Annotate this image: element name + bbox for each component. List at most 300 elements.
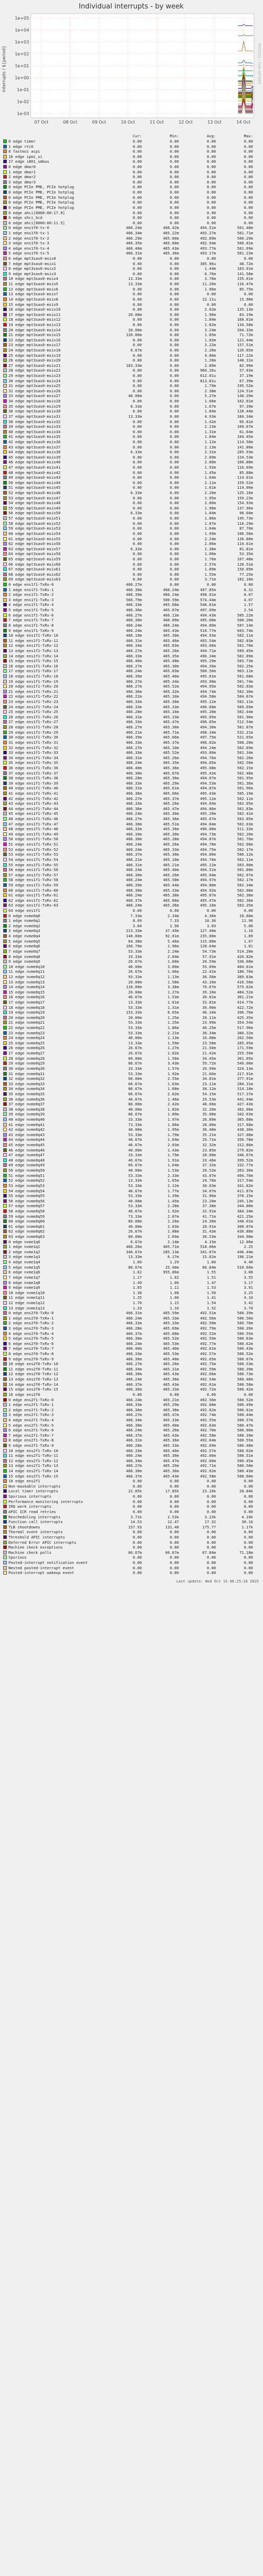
series-avg: 1.61m xyxy=(204,485,216,490)
series-name: 42 edge ens1f1-TxRx-42 xyxy=(8,796,58,801)
series-cur: 466.27m xyxy=(126,1463,142,1469)
legend-row xyxy=(3,613,261,618)
series-name: 8 edge nvme1q8 xyxy=(8,1280,40,1285)
series-min: 465.26m xyxy=(163,755,179,760)
series-min: 1.53m xyxy=(167,995,179,1000)
series-cur: 1.38 xyxy=(132,1290,142,1295)
legend-swatch xyxy=(3,160,7,163)
legend-row xyxy=(3,292,261,297)
series-max: 501.48m xyxy=(237,225,253,231)
series-name: 62 edge nvme0q62 xyxy=(8,1229,45,1234)
series-name: 2 edge ens1f1-TxRx-2 xyxy=(8,592,54,597)
series-cur: 1.49 xyxy=(132,1280,142,1285)
series-cur: 466.24m xyxy=(126,842,142,847)
legend-swatch xyxy=(3,786,7,790)
series-avg: 0.00 xyxy=(206,139,216,144)
series-max: 317.54m xyxy=(237,1178,253,1183)
legend-row xyxy=(3,1367,261,1372)
legend-swatch xyxy=(3,1469,7,1473)
legend-row xyxy=(3,1010,261,1015)
series-avg: 36.34m xyxy=(202,1030,216,1035)
series-avg: 1.66m xyxy=(204,399,216,404)
series-name: 26 edge ens1f1-TxRx-26 xyxy=(8,714,58,719)
series-cur: 46.67m xyxy=(128,1137,142,1142)
series-cur: 466.28m xyxy=(126,1325,142,1331)
legend-swatch xyxy=(3,206,7,209)
legend-row xyxy=(3,954,261,960)
legend-row xyxy=(3,389,261,394)
series-cur: 0.00 xyxy=(132,164,142,170)
series-max: 140.39m xyxy=(237,393,253,399)
legend-swatch xyxy=(3,165,7,169)
series-avg: 55.09m xyxy=(202,964,216,969)
series-avg: 23.85m xyxy=(202,1147,216,1153)
series-avg: 492.72m xyxy=(200,1387,216,1392)
series-cur: 466.37m xyxy=(126,852,142,857)
series-cur: 466.36m xyxy=(126,608,142,613)
series-min: 1.53m xyxy=(167,1168,179,1173)
legend-swatch xyxy=(3,639,7,643)
legend-swatch xyxy=(3,1245,7,1249)
legend-swatch xyxy=(3,1051,7,1055)
series-name: 2 edge ens2f1-TxRx-2 xyxy=(8,1407,54,1412)
series-name: 1 edge ens2f0-TxRx-1 xyxy=(8,1315,54,1321)
series-min: 465.38m xyxy=(163,893,179,898)
series-cur: 53.33m xyxy=(128,1132,142,1137)
series-cur: 0.00 xyxy=(132,174,142,180)
series-cur: 0.00 xyxy=(132,154,142,159)
y-tick-label: 1e-03 xyxy=(16,111,29,116)
legend-swatch xyxy=(3,934,7,938)
legend-row xyxy=(3,215,261,221)
series-min: 1.79m xyxy=(167,1153,179,1158)
series-avg: 1.98m xyxy=(204,505,216,511)
legend-row xyxy=(3,638,261,644)
legend-row xyxy=(3,1545,261,1550)
series-name: 47 edge nvme0q47 xyxy=(8,1153,45,1158)
series-cur: 466.27m xyxy=(126,796,142,801)
legend-row xyxy=(3,760,261,766)
series-max: 503.00m xyxy=(237,862,253,867)
legend-row xyxy=(3,205,261,210)
series-avg: 960.20u xyxy=(200,368,216,373)
series-min: 0.00 xyxy=(169,317,179,322)
series-avg: 6.76m xyxy=(204,271,216,276)
legend-row xyxy=(3,358,261,363)
series-min: 0.00 xyxy=(169,1529,179,1535)
series-avg: 3.23k xyxy=(204,1514,216,1519)
series-name: 25 edge nvme0q25 xyxy=(8,1040,45,1045)
series-name: 25 edge ens1f1-TxRx-25 xyxy=(8,709,58,715)
series-max: 500.43m xyxy=(237,1469,253,1474)
series-name: 23 edge nvme0q23 xyxy=(8,1030,45,1035)
legend-swatch xyxy=(3,1057,7,1060)
series-min: 1.96m xyxy=(167,944,179,949)
legend-row xyxy=(3,1469,261,1474)
legend-swatch xyxy=(3,644,7,647)
series-avg: 813.81u xyxy=(200,378,216,383)
legend-row xyxy=(3,164,261,170)
legend-swatch xyxy=(3,664,7,668)
series-avg: 1.44m xyxy=(204,266,216,271)
series-avg: 492.74m xyxy=(200,1412,216,1418)
legend-row xyxy=(3,628,261,634)
series-avg: 0.00 xyxy=(206,292,216,297)
series-min: 0.00 xyxy=(169,286,179,292)
series-cur: 0.00 xyxy=(132,1509,142,1514)
legend-swatch xyxy=(3,1229,7,1233)
series-cur: 466.39m xyxy=(126,592,142,597)
legend-swatch xyxy=(3,292,7,296)
series-min: 0.00 xyxy=(169,556,179,561)
legend-row xyxy=(3,1509,261,1515)
series-avg: 29.53m xyxy=(202,1096,216,1102)
series-name: Threshold APIC interrupts xyxy=(8,1534,65,1540)
legend xyxy=(3,139,261,1576)
legend-swatch xyxy=(3,1291,7,1295)
series-cur: 0.00 xyxy=(132,521,142,526)
watermark: RRDTOOL / TOBI OETIKER xyxy=(257,43,261,84)
series-name: 17 edge mpt3sas0-msix11 xyxy=(8,312,61,317)
series-min: 131.48 xyxy=(165,1524,179,1529)
series-cur: 466.24m xyxy=(126,1377,142,1382)
series-avg: 492.59m xyxy=(200,1336,216,1341)
series-cur: 466.30m xyxy=(126,1422,142,1428)
series-name: 13 edge ens2f1-TxRx-13 xyxy=(8,1463,58,1469)
series-cur: 466.31m xyxy=(126,638,142,643)
series-name: Rescheduling interrupts xyxy=(8,1514,61,1519)
series-avg: 1.79m xyxy=(204,383,216,389)
series-name: 0 edge PCIe PME, PCIe hotplug xyxy=(8,195,74,200)
series-avg: 46.34m xyxy=(202,1010,216,1015)
legend-row xyxy=(3,562,261,567)
series-avg: 493.54m xyxy=(200,638,216,643)
legend-row xyxy=(3,908,261,913)
series-avg: 0.00 xyxy=(206,1504,216,1509)
series-name: 1 edge rtc0 xyxy=(8,144,33,149)
series-cur: 0.00 xyxy=(132,292,142,297)
series-avg: 1.84m xyxy=(204,511,216,516)
series-min: 465.40m xyxy=(163,673,179,679)
legend-swatch xyxy=(3,909,7,912)
series-max: 8.31 xyxy=(243,587,253,592)
series-avg: 15.62m xyxy=(202,1254,216,1260)
legend-row xyxy=(3,271,261,277)
series-avg: 32.20m xyxy=(202,1106,216,1112)
series-cur: 26.67m xyxy=(128,1229,142,1234)
legend-swatch xyxy=(3,328,7,332)
series-max: 501.83m xyxy=(237,806,253,811)
legend-swatch xyxy=(3,511,7,515)
series-avg: 127.40m xyxy=(200,928,216,934)
series-min: 465.40m xyxy=(163,1422,179,1428)
series-max: 0.00 xyxy=(243,582,253,587)
series-avg: 21.50m xyxy=(202,1045,216,1051)
legend-row xyxy=(3,1346,261,1351)
series-name: 35 edge ens1f1-TxRx-35 xyxy=(8,760,58,766)
legend-swatch xyxy=(3,1489,7,1493)
series-max: 141.58m xyxy=(237,271,253,276)
series-max: 502.11m xyxy=(237,796,253,801)
series-min: 465.36m xyxy=(163,1469,179,1474)
legend-swatch xyxy=(3,1311,7,1315)
series-max: 341.82m xyxy=(237,1183,253,1188)
legend-swatch xyxy=(3,761,7,764)
series-min: 0.00 xyxy=(169,256,179,261)
series-min: 465.30m xyxy=(163,633,179,638)
series-name: 22 edge mpt3sas0-msix16 xyxy=(8,337,61,342)
series-min: 2.55m xyxy=(167,1076,179,1082)
series-name: Thermal event interrupts xyxy=(8,1529,63,1535)
legend-row xyxy=(3,190,261,195)
legend-row xyxy=(3,1402,261,1408)
series-min: 465.29m xyxy=(163,780,179,786)
series-name: 19 edge mpt3sas0-msix13 xyxy=(8,322,61,327)
series-max: 0.00 xyxy=(243,908,253,913)
series-avg: 0.00 xyxy=(206,205,216,210)
series-avg: 0.00 xyxy=(206,1494,216,1499)
series-max: 182.10m xyxy=(237,577,253,582)
series-avg: 498.01m xyxy=(200,592,216,597)
legend-row xyxy=(3,154,261,160)
legend-swatch xyxy=(3,889,7,892)
series-name: 48 edge ens1f1-TxRx-48 xyxy=(8,827,58,832)
legend-swatch xyxy=(3,139,7,143)
series-max: 48.72m xyxy=(239,261,253,266)
series-name: Deferred Error APIC interrupts xyxy=(8,1540,77,1545)
series-min: 0.00 xyxy=(169,276,179,282)
series-cur: 0.00 xyxy=(132,210,142,215)
series-cur: 0.00 xyxy=(132,429,142,434)
series-max: 0.00 xyxy=(243,200,253,205)
series-name: 50 edge mpt3sas0-msix44 xyxy=(8,480,61,485)
series-avg: 492.61m xyxy=(200,1346,216,1351)
series-name: 18 edge mpt3sas0-msix12 xyxy=(8,317,61,322)
series-cur: 86.67m xyxy=(128,1264,142,1270)
series-max: 502.11m xyxy=(237,633,253,638)
series-min: 2.03m xyxy=(167,1224,179,1229)
legend-swatch xyxy=(3,1112,7,1116)
legend-swatch xyxy=(3,526,7,530)
series-min: 0.00 xyxy=(169,403,179,409)
legend-swatch xyxy=(3,1199,7,1203)
legend-swatch xyxy=(3,893,7,897)
legend-row xyxy=(3,883,261,888)
legend-row xyxy=(3,934,261,939)
series-name: 17 edge i801_smbus xyxy=(8,159,49,164)
series-min: 0.00 xyxy=(169,139,179,144)
legend-row xyxy=(3,1408,261,1413)
series-cur: 0.00 xyxy=(132,908,142,913)
legend-swatch xyxy=(3,944,7,948)
series-name: 56 edge ens1f1-TxRx-56 xyxy=(8,867,58,873)
series-max: 505.19m xyxy=(237,791,253,796)
series-avg: 1.82m xyxy=(204,322,216,327)
series-cur: 46.67m xyxy=(128,1142,142,1148)
series-max: 502.25m xyxy=(237,663,253,669)
legend-row xyxy=(3,455,261,460)
series-min: 465.26m xyxy=(163,872,179,877)
series-max: 155.01m xyxy=(237,276,253,282)
series-avg: 86.84m xyxy=(202,1264,216,1270)
legend-row xyxy=(3,867,261,873)
series-max: 521.65m xyxy=(237,735,253,740)
series-avg: 493.66m xyxy=(200,643,216,648)
series-max: 15.90m xyxy=(239,296,253,302)
series-max: 255.59m xyxy=(237,1051,253,1056)
legend-swatch xyxy=(3,832,7,836)
series-name: 35 edge mpt3sas0-msix29 xyxy=(8,403,61,409)
series-name: 16 edge mpt3sas0-msix10 xyxy=(8,307,61,312)
series-min: 465.35m xyxy=(163,653,179,658)
series-cur: 0.00 xyxy=(132,567,142,572)
series-max: 501.96m xyxy=(237,714,253,719)
series-min: 465.10m xyxy=(163,694,179,699)
series-min: 37.49m xyxy=(165,928,179,934)
series-avg: 46.25m xyxy=(202,1025,216,1031)
series-min: 0.00 xyxy=(169,531,179,536)
series-min: 0.00 xyxy=(169,561,179,567)
series-cur: 0.00 xyxy=(132,373,142,379)
series-avg: 496.68m xyxy=(200,704,216,709)
series-min: 285.13m xyxy=(163,1249,179,1254)
legend-swatch xyxy=(3,486,7,489)
legend-swatch xyxy=(3,1077,7,1080)
legend-row xyxy=(3,1306,261,1311)
legend-swatch xyxy=(3,1362,7,1366)
legend-row xyxy=(3,893,261,898)
series-cur: 153.33m xyxy=(126,1010,142,1015)
legend-swatch xyxy=(3,1454,7,1457)
series-cur: 0.00 xyxy=(132,551,142,557)
legend-swatch xyxy=(3,241,7,245)
series-min: 0.00 xyxy=(169,164,179,170)
series-min: 0.00 xyxy=(169,271,179,276)
series-name: 39 edge mpt3sas0-msix33 xyxy=(8,424,61,429)
series-avg: 39.16m xyxy=(202,989,216,995)
series-min: 1.63m xyxy=(167,1081,179,1086)
series-avg: 492.62m xyxy=(200,1407,216,1412)
series-avg: 1.38m xyxy=(204,546,216,551)
series-name: Function call interrupts xyxy=(8,1519,63,1525)
series-avg: 1.84m xyxy=(204,409,216,414)
series-cur: 46.67m xyxy=(128,1157,142,1163)
series-max: 501.68m xyxy=(237,673,253,679)
series-max: 502.26m xyxy=(237,755,253,760)
series-avg: 43.16m xyxy=(202,979,216,984)
series-name: 45 edge mpt3sas0-msix39 xyxy=(8,454,61,460)
series-min: 0.00 xyxy=(169,424,179,429)
series-min: 1.46m xyxy=(167,1096,179,1102)
legend-swatch xyxy=(3,155,7,159)
series-avg: 24.30m xyxy=(202,1219,216,1224)
legend-swatch xyxy=(3,1072,7,1076)
series-max: 501.23m xyxy=(237,251,253,256)
series-avg: 341.07m xyxy=(200,1249,216,1254)
series-name: 46 edge ens1f1-TxRx-46 xyxy=(8,816,58,822)
series-min: 0.00 xyxy=(169,347,179,353)
series-cur: 46.67m xyxy=(128,1096,142,1102)
series-cur: 53.33m xyxy=(128,1173,142,1178)
series-name: 1 edge ens2f1-TxRx-1 xyxy=(8,1402,54,1408)
series-cur: 466.24m xyxy=(126,877,142,883)
series-max: 166.88m xyxy=(237,460,253,465)
legend-swatch xyxy=(3,1097,7,1101)
series-avg: 495.42m xyxy=(200,770,216,776)
series-min: 955.86m xyxy=(163,1270,179,1275)
series-avg: 0.00 xyxy=(206,144,216,149)
series-cur: 466.34m xyxy=(126,1366,142,1371)
series-min: 465.44m xyxy=(163,882,179,887)
series-min: 465.33m xyxy=(163,1315,179,1321)
series-min: 0.00 xyxy=(169,1534,179,1540)
series-cur: 466.21m xyxy=(126,857,142,862)
series-cur: 466.36m xyxy=(126,806,142,811)
series-max: 501.96m xyxy=(237,786,253,791)
series-min: 2.53k xyxy=(167,1514,179,1519)
series-min: 0.00 xyxy=(169,368,179,373)
series-avg: 38.12m xyxy=(202,1086,216,1092)
series-min: 466.24m xyxy=(163,587,179,592)
series-min: 0.00 xyxy=(169,475,179,480)
series-max: 506.12m xyxy=(237,852,253,857)
legend-row xyxy=(3,816,261,822)
series-max: 82.99m xyxy=(239,363,253,368)
series-max: 500.52m xyxy=(237,1351,253,1357)
series-max: 502.36m xyxy=(237,898,253,903)
y-tick-label: 1e+00 xyxy=(15,75,29,81)
legend-row xyxy=(3,439,261,445)
legend-row xyxy=(3,1076,261,1082)
series-avg: 494.53m xyxy=(200,780,216,786)
legend-swatch xyxy=(3,409,7,413)
series-avg: 492.64m xyxy=(200,1438,216,1443)
series-avg: 495.07m xyxy=(200,893,216,898)
series-avg: 3.69 xyxy=(206,923,216,928)
series-min: 465.16m xyxy=(163,709,179,715)
series-name: 11 edge ens2f1-TxRx-11 xyxy=(8,1453,58,1458)
series-min: 465.52m xyxy=(163,684,179,689)
legend-row xyxy=(3,618,261,623)
series-min: 0.00 xyxy=(169,419,179,424)
legend-swatch xyxy=(3,985,7,989)
legend-swatch xyxy=(3,1326,7,1330)
series-max: 317.68m xyxy=(237,1122,253,1127)
series-name: 0 edge PCIe PME, PCIe hotplug xyxy=(8,190,74,195)
series-max: 77.25m xyxy=(239,572,253,577)
series-cur: 466.27m xyxy=(126,663,142,669)
series-name: 38 edge mpt3sas0-msix32 xyxy=(8,419,61,424)
series-cur: 33.33m xyxy=(128,1153,142,1158)
legend-swatch xyxy=(3,1041,7,1045)
series-name: 58 edge ens1f1-TxRx-58 xyxy=(8,877,58,883)
col-cur-header: Cur: xyxy=(132,134,142,138)
legend-swatch xyxy=(3,1036,7,1040)
series-min: 1.89m xyxy=(167,1112,179,1117)
series-avg: 493.80m xyxy=(200,750,216,755)
series-name: 21 edge ens1f1-TxRx-21 xyxy=(8,689,58,694)
series-avg: 494.73m xyxy=(200,831,216,837)
series-name: 27 edge ens1f1-TxRx-27 xyxy=(8,719,58,725)
legend-swatch xyxy=(3,1123,7,1127)
legend-row xyxy=(3,379,261,384)
series-cur: 0.00 xyxy=(132,337,142,342)
series-name: 21 edge nvme0q21 xyxy=(8,1020,45,1025)
legend-swatch xyxy=(3,1021,7,1024)
series-cur: 466.24m xyxy=(126,1341,142,1346)
legend-swatch xyxy=(3,741,7,744)
series-avg: 43.07m xyxy=(202,1173,216,1178)
